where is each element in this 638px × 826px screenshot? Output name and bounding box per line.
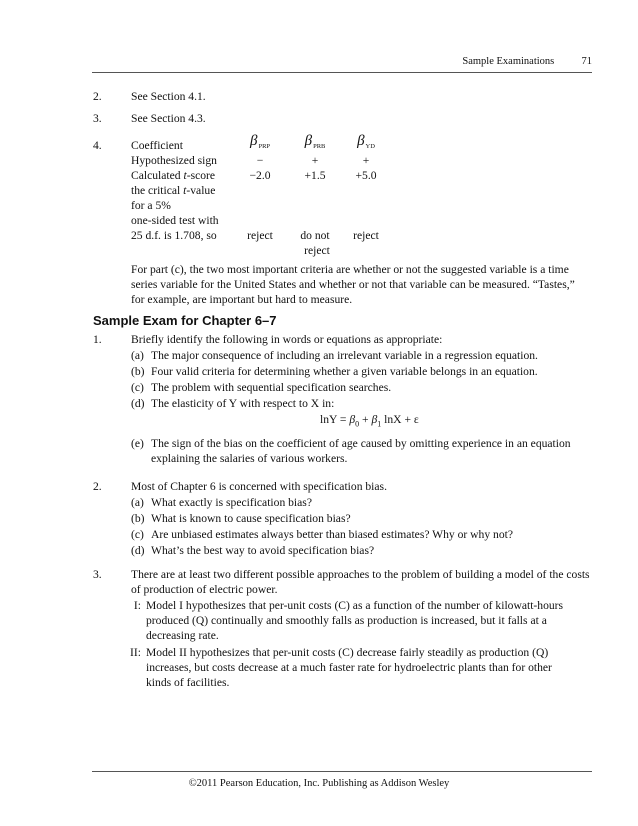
model-text-line: produced (Q) continually and smoothly falls as production is increased, but it falls at a <box>146 614 547 627</box>
sub-item-label: (c) <box>131 528 144 541</box>
question-number: 2. <box>93 480 102 493</box>
decision-cell-line2: reject <box>304 244 330 257</box>
row-label-sign: Hypothesized sign <box>131 154 217 167</box>
row-label-tcrit: 25 d.f. is 1.708, so <box>131 229 217 242</box>
row-label-tcrit: one-sided test with <box>131 214 219 227</box>
section-title: Sample Exam for Chapter 6–7 <box>93 313 277 328</box>
tscore-cell: +5.0 <box>355 169 377 182</box>
answer-number: 3. <box>93 112 102 125</box>
question-intro: Most of Chapter 6 is concerned with specification bias. <box>131 480 387 493</box>
sub-item-text: What is known to cause specification bias? <box>151 512 351 525</box>
question-number: 1. <box>93 333 102 346</box>
model-text-line: Model II hypothesizes that per-unit costs (C) decrease fairly steadily as production (Q) <box>146 646 549 659</box>
eq-beta1: β <box>371 413 378 426</box>
sub-item-text: What’s the best way to avoid specification bias? <box>151 544 375 557</box>
question-intro-line: There are at least two different possible approaches to the problem of building a model of the costs <box>131 568 590 581</box>
sign-cell: + <box>311 154 319 167</box>
tscore-cell: −2.0 <box>249 169 271 182</box>
beta-subscript: PRP <box>258 143 271 150</box>
sub-item-text: The problem with sequential specification searches. <box>151 381 392 394</box>
model-text-line: decreasing rate. <box>146 629 219 642</box>
sub-item-text: The major consequence of including an irrelevant variable in a regression equation. <box>151 349 538 362</box>
note-line: for example, are important but hard to measure. <box>131 293 353 306</box>
sub-item-text: What exactly is specification bias? <box>151 496 312 509</box>
sub-item-label: (c) <box>131 381 144 394</box>
equation <box>320 412 419 431</box>
sub-item-label: (e) <box>131 437 144 450</box>
running-header <box>462 54 592 69</box>
row-label-coefficient: Coefficient <box>131 139 183 152</box>
eq-plus: + <box>362 413 369 426</box>
sub-item-text: The elasticity of Y with respect to X in: <box>151 397 335 410</box>
eq-equals: = <box>339 413 347 426</box>
footer-rule <box>92 771 592 772</box>
sub-item-label: (d) <box>131 544 145 557</box>
decision-cell: do not <box>300 229 330 242</box>
eq-lhs: lnY <box>320 413 337 426</box>
beta-subscript: YD <box>365 143 375 150</box>
answer-number: 2. <box>93 90 102 103</box>
sub-item-label: (b) <box>131 512 145 525</box>
sub-item-text: Are unbiased estimates always better than biased estimates? Why or why not? <box>151 528 513 541</box>
sub-item-label: (d) <box>131 397 145 410</box>
header-section-title: Sample Examinations <box>462 56 555 67</box>
sub-item-label: (a) <box>131 496 144 509</box>
sign-cell: + <box>362 154 370 167</box>
decision-cell: reject <box>353 229 379 242</box>
question-intro: Briefly identify the following in words or equations as appropriate: <box>131 333 443 346</box>
decision-cell: reject <box>247 229 273 242</box>
eq-rhs: lnX <box>384 413 402 426</box>
beta-subscript: PRB <box>313 143 326 150</box>
question-number: 3. <box>93 568 102 581</box>
note-line: series variable for the United States and whether or not that variable can be measured. “Tastes,” <box>131 278 575 291</box>
sign-cell: − <box>256 154 264 167</box>
answer-number: 4. <box>93 139 102 152</box>
eq-beta0-sub: 0 <box>355 419 360 429</box>
row-label-tscore <box>131 168 215 183</box>
row-label-tcrit: the critical t-value <box>131 184 216 197</box>
eq-beta0: β <box>349 413 356 426</box>
header-rule <box>92 72 592 73</box>
sub-item-label: (b) <box>131 365 145 378</box>
sub-item-text: The sign of the bias on the coefficient of age caused by omitting experience in an equation <box>151 437 571 450</box>
page-number: 71 <box>581 56 592 67</box>
row-label-tcrit: for a 5% <box>131 199 171 212</box>
model-text-line: kinds of facilities. <box>146 676 230 689</box>
eq-error: ε <box>413 413 419 426</box>
eq-plus: + <box>404 413 411 426</box>
beta-symbol: β <box>357 133 365 149</box>
beta-symbol: β <box>249 133 258 149</box>
model-label: I: <box>133 599 141 612</box>
answer-text: See Section 4.1. <box>131 90 206 103</box>
question-intro-line: of production of electric power. <box>131 583 278 596</box>
model-text-line: increases, but costs decrease at a much faster rate for hydroelectric plants than for other <box>146 661 552 674</box>
coef-header <box>331 134 401 154</box>
model-label: II: <box>130 646 141 659</box>
note-line: For part (c), the two most important criteria are whether or not the suggested variable is a time <box>131 263 569 276</box>
model-text-line: Model I hypothesizes that per-unit costs (C) as a function of the number of kilowatt-hours <box>146 599 564 612</box>
sub-item-text: explaining the salaries of various workers. <box>151 452 348 465</box>
beta-symbol: β <box>304 133 313 149</box>
eq-beta1-sub: 1 <box>377 419 382 429</box>
answer-text: See Section 4.3. <box>131 112 206 125</box>
sub-item-label: (a) <box>131 349 144 362</box>
tscore-cell: +1.5 <box>304 169 326 182</box>
row-label-tscore-text: Calculated t-score <box>131 169 216 182</box>
copyright-footer: ©2011 Pearson Education, Inc. Publishing as Addison Wesley <box>188 778 450 789</box>
sub-item-text: Four valid criteria for determining whether a given variable belongs in an equation. <box>151 365 538 378</box>
